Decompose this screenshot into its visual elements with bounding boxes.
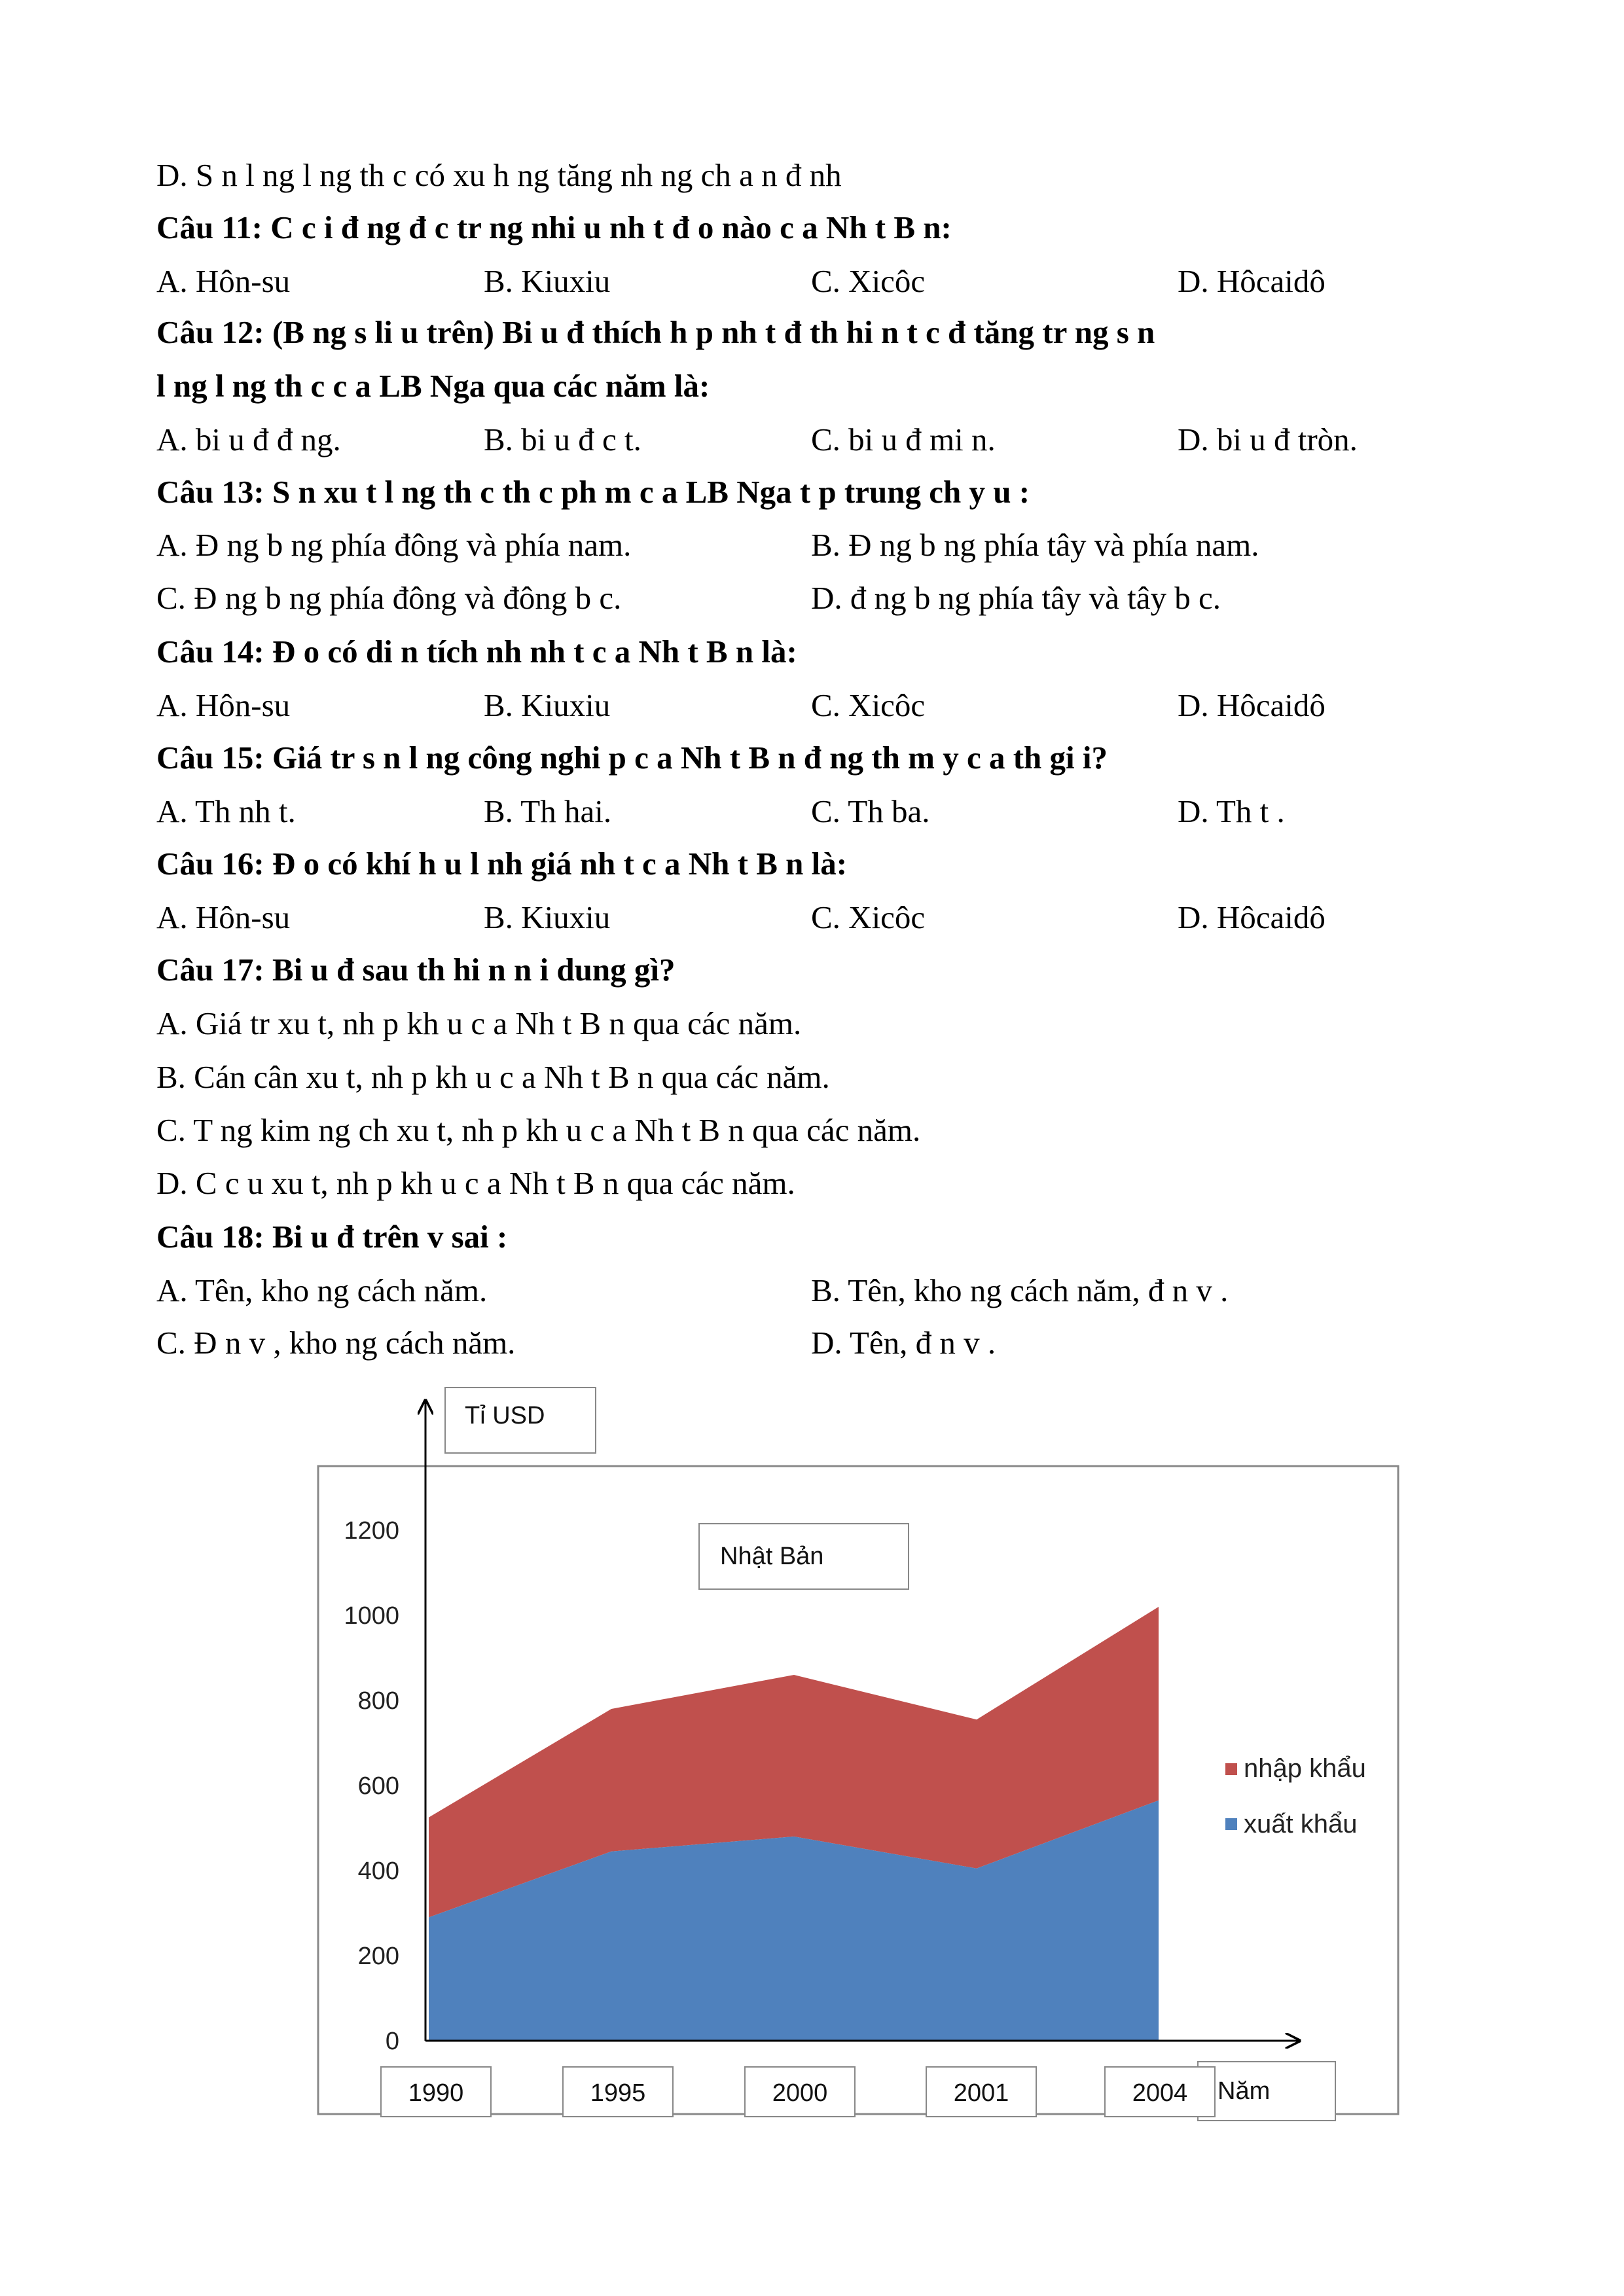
question-12-title-cont: l ng l ng th c c a LB Nga qua các năm là: [156,368,710,404]
q15-option-b: B. Th hai. [484,793,612,829]
chart-title: Nhật Bản [720,1543,824,1570]
q15-option-c: C. Th ba. [811,793,930,829]
q12-option-b: B. bi u đ c t. [484,422,641,457]
question-18-title: Câu 18: Bi u đ trên v sai : [156,1219,508,1255]
q16-option-c: C. Xicôc [811,899,926,935]
question-12-title: Câu 12: (B ng s li u trên) Bi u đ thích h p nh t đ th hi n t c đ tăng tr ng s n [156,314,1155,350]
q15-option-a: A. Th nh t. [156,793,296,829]
q13-option-b: B. Đ ng b ng phía tây và phía nam. [811,527,1259,563]
q17-option-a: A. Giá tr xu t, nh p kh u c a Nh t B n qua các năm. [156,1005,802,1041]
question-11-title: Câu 11: C c i đ ng đ c tr ng nhi u nh t đ o nào c a Nh t B n: [156,209,952,245]
intro-option-d: D. S n l ng l ng th c có xu h ng tăng nh ng ch a n đ nh [156,157,842,193]
legend-swatch-export [1225,1818,1237,1830]
y-axis-label: Tỉ USD [465,1402,545,1429]
q11-option-d: D. Hôcaidô [1178,263,1326,299]
legend-swatch-import [1225,1763,1237,1775]
q18-option-a: A. Tên, kho ng cách năm. [156,1272,488,1308]
y-tick-label: 0 [385,2028,399,2055]
q13-option-d: D. đ ng b ng phía tây và tây b c. [811,580,1221,616]
y-tick-label: 800 [357,1687,399,1715]
q16-option-b: B. Kiuxiu [484,899,611,935]
q13-option-c: C. Đ ng b ng phía đông và đông b c. [156,580,622,616]
y-tick-label: 200 [357,1943,399,1970]
q11-option-b: B. Kiuxiu [484,263,611,299]
q12-option-a: A. bi u đ đ ng. [156,422,341,457]
q12-option-c: C. bi u đ mi n. [811,422,996,457]
question-14-title: Câu 14: Đ o có di n tích nh nh t c a Nh t B n là: [156,634,797,670]
area-chart [308,1381,1420,2134]
q13-option-a: A. Đ ng b ng phía đông và phía nam. [156,527,632,563]
x-axis-label: Năm [1218,2077,1271,2105]
q14-option-a: A. Hôn-su [156,687,291,723]
y-tick-label: 1200 [344,1517,399,1545]
q15-option-d: D. Th t . [1178,793,1285,829]
question-17-title: Câu 17: Bi u đ sau th hi n n i dung gì? [156,952,676,988]
y-tick-label: 400 [357,1857,399,1885]
q16-option-d: D. Hôcaidô [1178,899,1326,935]
q14-option-c: C. Xicôc [811,687,926,723]
q18-option-b: B. Tên, kho ng cách năm, đ n v . [811,1272,1229,1308]
question-15-title: Câu 15: Giá tr s n l ng công nghi p c a Nh t B n đ ng th m y c a th gi i? [156,740,1108,776]
q18-option-d: D. Tên, đ n v . [811,1325,996,1361]
q18-option-c: C. Đ n v , kho ng cách năm. [156,1325,516,1361]
legend-import-label: nhập khẩu [1244,1754,1366,1783]
x-tick-label: 2004 [1132,2079,1188,2107]
q11-option-a: A. Hôn-su [156,263,291,299]
q11-option-c: C. Xicôc [811,263,926,299]
q16-option-a: A. Hôn-su [156,899,291,935]
q17-option-b: B. Cán cân xu t, nh p kh u c a Nh t B n qua các năm. [156,1059,830,1095]
question-16-title: Câu 16: Đ o có khí h u l nh giá nh t c a Nh t B n là: [156,846,848,882]
x-tick-label: 2000 [772,2079,828,2107]
x-tick-label: 1990 [408,2079,464,2107]
q14-option-b: B. Kiuxiu [484,687,611,723]
y-tick-label: 600 [357,1772,399,1800]
y-tick-label: 1000 [344,1602,399,1630]
legend-export-label: xuất khẩu [1244,1810,1358,1839]
q12-option-d: D. bi u đ tròn. [1178,422,1358,457]
x-tick-label: 1995 [590,2079,646,2107]
q17-option-c: C. T ng kim ng ch xu t, nh p kh u c a Nh t B n qua các năm. [156,1112,921,1148]
question-13-title: Câu 13: S n xu t l ng th c th c ph m c a LB Nga t p trung ch y u : [156,474,1030,510]
x-tick-label: 2001 [953,2079,1009,2107]
q14-option-d: D. Hôcaidô [1178,687,1326,723]
q17-option-d: D. C c u xu t, nh p kh u c a Nh t B n qua các năm. [156,1165,795,1201]
